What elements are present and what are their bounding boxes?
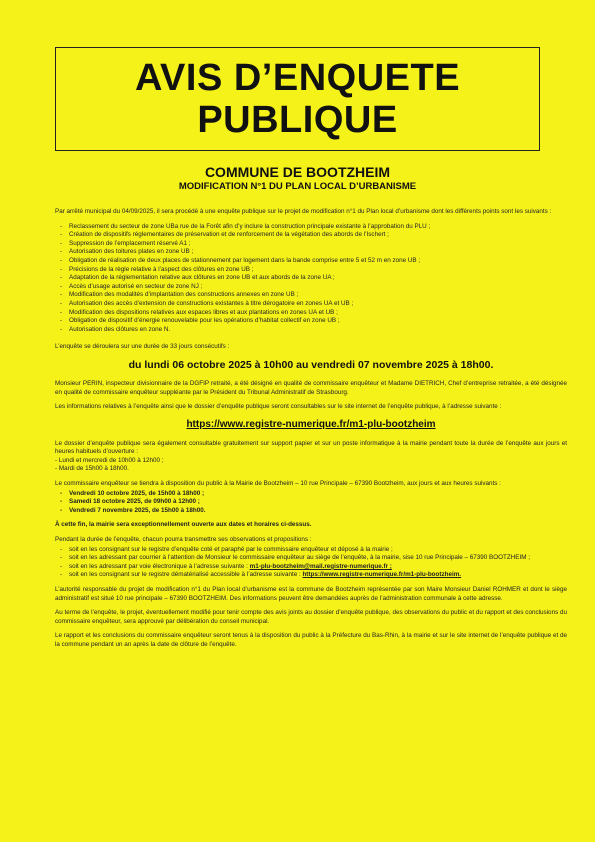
obs-email-label: soit en les adressant par voie électronique à l’adresse suivante :	[69, 562, 250, 570]
list-item	[69, 563, 567, 572]
website-link[interactable]: https://www.registre-numerique.fr/m1-plu-bootzheim	[186, 418, 436, 430]
list-item: - Samedi 18 octobre 2025, de 09h00 à 12h00 ;	[69, 498, 567, 507]
observations-intro: Pendant la durée de l’enquête, chacun pourra transmettre ses observations et propositions :	[55, 536, 312, 544]
exceptional-opening: À cette fin, la mairie sera exceptionnellement ouverte aux dates et horaires ci-dessus.	[55, 521, 312, 529]
permanences-list	[55, 490, 567, 516]
dossier-paragraph: Le dossier d’enquête publique sera également consultable gratuitement sur support papier et sur un poste informatique à la mairie pendant toute la durée de l’enquête aux jours et heures habituels d’ouverture :	[55, 439, 567, 456]
commissaire-paragraph: Monsieur PERIN, inspecteur divisionnaire de la DGFIP retraité, a été désigné en qualité de commissaire enquêteur et Madame DIETRICH, Chef d’entreprise retraitée, a été désignée en qualité de commissaire enquêteur suppléante par le Président du Tribunal Administratif de Strasbourg.	[55, 379, 567, 396]
issue-paragraph: Au terme de l’enquête, le projet, éventuellement modifié pour tenir compte des avis joints au dossier d’enquête publique, des observations du public et du rapport et des conclusions du commissaire enquêteur, sera approuvé par délibération du conseil municipal.	[55, 609, 567, 625]
rapport-paragraph: Le rapport et les conclusions du commissaire enquêteur seront tenus à la disposition du public à la Préfecture du Bas-Rhin, à la mairie et sur le site internet de l’enquête publique et de la commune pendant un an après la date de clôture de l’enquête.	[55, 632, 567, 648]
list-item: - Modification des modalités d’implantation des constructions annexes en zone UB ;	[69, 291, 567, 300]
list-item: - Précisions de la règle relative à l’aspect des clôtures en zone UB ;	[69, 266, 567, 275]
responsable-paragraph: L’autorité responsable du projet de modification n°1 du Plan local d’urbanisme est la commune de Bootzheim représentée par son Maire Monsieur Daniel ROHMER et dont le siège administratif est situé 10 rue principale – 67390 BOOTZHEIM. Des informations peuvent être demandées auprès de l’administration communale à cette adresse.	[55, 586, 567, 602]
title-line-1: AVIS D’ENQUETE	[134, 57, 461, 99]
list-item: - Obligation de réalisation de deux places de stationnement par logement dans la bande comprise entre 5 et 52 m en zone UB ;	[69, 257, 567, 266]
title-line-2: PUBLIQUE	[197, 99, 398, 141]
list-item: - soit en les adressant par courrier à l’attention de Monsieur le commissaire enquêteur au siège de l’enquête, à la mairie, sise 10 rue Principale – 67390 BOOTZHEIM ;	[69, 554, 567, 563]
list-item: - Suppression de l’emplacement réservé A1 ;	[69, 240, 567, 249]
info-paragraph: Les informations relatives à l’enquête ainsi que le dossier d’enquête publique seront consultables sur le site internet de l’enquête publique, à l’adresse suivante :	[55, 403, 502, 411]
duration-text: L’enquête se déroulera sur une durée de 33 jours consécutifs :	[55, 343, 230, 351]
modification-heading: MODIFICATION N°1 DU PLAN LOCAL D’URBANISME	[178, 181, 417, 192]
enquiry-dates: du lundi 06 octobre 2025 à 10h00 au vendredi 07 novembre 2025 à 18h00.	[128, 358, 494, 371]
intro-paragraph: Par arrêté municipal du 04/09/2025, il sera procédé à une enquête publique sur le projet de modification n°1 du Plan local d’urbanisme dont les différents points sont les suivants :	[55, 208, 552, 215]
register-link[interactable]: https://www.registre-numerique.fr/m1-plu-bootzheim.	[302, 571, 462, 579]
title-box	[55, 47, 540, 151]
list-item: - Reclassement du secteur de zone UBa rue de la Forêt afin d’y inclure la construction principale existante à l’approbation du PLU ;	[69, 223, 567, 232]
hours-line: - Lundi et mercredi de 10h00 à 12h00 ;	[55, 456, 164, 464]
list-item: - Modification des dispositions relatives aux espaces libres et aux plantations en zones UA et UB ;	[69, 309, 567, 318]
commune-heading: COMMUNE DE BOOTZHEIM	[204, 164, 391, 180]
list-item: - Autorisation des accès d’extension de constructions existantes à titre dérogatoire en zones UA et UB ;	[69, 300, 567, 309]
list-item: - Accès d’usage autorisé en secteur de zone NJ ;	[69, 283, 567, 292]
list-item: - Autorisation des toitures plates en zone UB ;	[69, 248, 567, 257]
list-item: - soit en les consignant sur le registre d’enquête coté et paraphé par le commissaire enquêteur et déposé à la mairie ;	[69, 546, 567, 555]
points-list	[55, 223, 567, 335]
list-item: - Vendredi 7 novembre 2025, de 15h00 à 18h00.	[69, 507, 567, 516]
list-item: - Obligation de dispositif d’énergie renouvelable pour les opérations d’habitat collectif en zone UB ;	[69, 317, 567, 326]
list-item: - Adaptation de la réglementation relative aux clôtures en zone UB et aux abords de la zone UA ;	[69, 274, 567, 283]
list-item	[69, 571, 567, 580]
list-item: - Vendredi 10 octobre 2025, de 15h00 à 18h00 ;	[69, 490, 567, 499]
obs-register-label: soit en les consignant sur le registre dématérialisé accessible à l’adresse suivante :	[69, 571, 303, 579]
notice-body	[55, 208, 567, 656]
observations-list	[55, 546, 567, 580]
permanences-intro: Le commissaire enquêteur se tiendra à disposition du public à la Mairie de Bootzheim – 10 rue Principale – 67390 Bootzheim, aux jours et aux heures suivants :	[55, 480, 501, 488]
hours-line: - Mardi de 15h00 à 18h00.	[55, 465, 129, 473]
email-link[interactable]: m1-plu-bootzheim@mail.registre-numerique.fr ;	[249, 562, 392, 570]
list-item: - Création de dispositifs réglementaires de préservation et de renforcement de la végétation des abords de l’Ischert ;	[69, 231, 567, 240]
list-item: - Autorisation des clôtures en zone N.	[69, 326, 567, 335]
